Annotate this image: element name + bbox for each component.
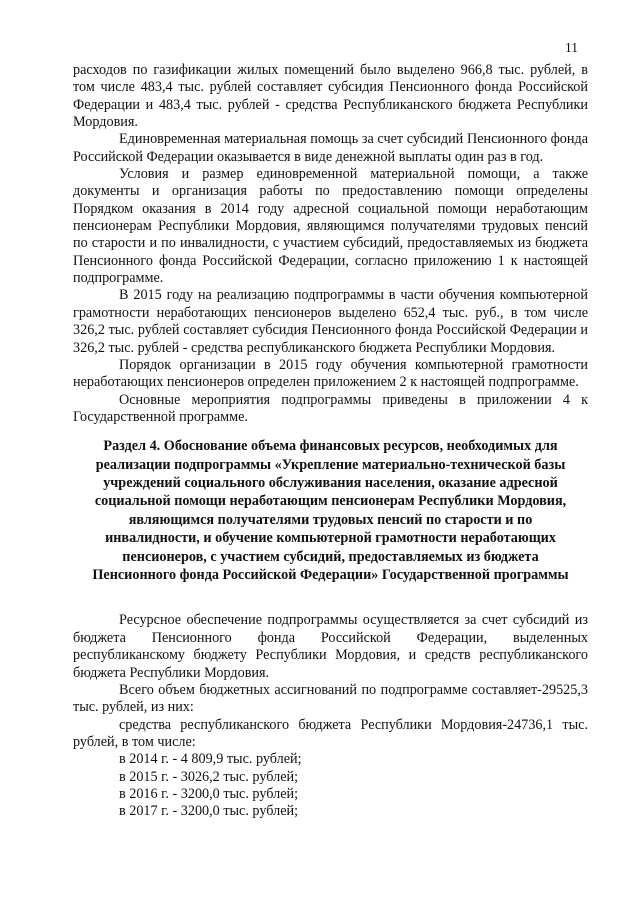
list-item: в 2016 г. - 3200,0 тыс. рублей; <box>119 785 299 802</box>
heading-line: учреждений социального обслуживания населения, оказание адресной <box>103 475 558 492</box>
paragraph-aid-conditions: Условия и размер единовременной материальной помощи, а также документы и организация работы по предоставлению помощи определены Порядком оказания в 2014 году адресной социальной помощи неработающим пенсионерам Республики Мордовия, являющимся получателями трудовых пенсий по старости и по инвалидности, с участием субсидий, предоставляемых из бюджета Пенсионного фонда Российской Федерации, согласно приложению 1 к настоящей подпрограмме. <box>73 166 588 287</box>
spacer <box>73 584 588 612</box>
paragraph-one-time-aid: Единовременная материальная помощь за счет субсидий Пенсионного фонда Российской Федерации оказывается в виде денежной выплаты один раз в год. <box>73 131 588 165</box>
list-item: в 2015 г. - 3026,2 тыс. рублей; <box>119 768 299 785</box>
heading-line: реализации подпрограммы «Укрепление материально-технической базы <box>95 456 566 473</box>
list-item: в 2014 г. - 4 809,9 тыс. рублей; <box>119 751 302 768</box>
paragraph-resource-provision: Ресурсное обеспечение подпрограммы осуществляется за счет субсидий из бюджета Пенсионного фонда Российской Федерации, выделенных республиканскому бюджету Республики Мордовия, и средств республиканского бюджета Республики Мордовия. <box>73 612 588 681</box>
list-item: в 2017 г. - 3200,0 тыс. рублей; <box>119 803 299 820</box>
paragraph-main-activities: Основные мероприятия подпрограммы приведены в приложении 4 к Государственной программе. <box>73 391 588 425</box>
heading-line: пенсионеров, с участием субсидий, предоставляемых из бюджета <box>122 548 539 565</box>
heading-line: социальной помощи неработающим пенсионерам Республики Мордовия, <box>94 493 567 510</box>
paragraph-computer-literacy-funding: В 2015 году на реализацию подпрограммы в части обучения компьютерной грамотности неработающих пенсионеров выделено 652,4 тыс. руб., в том числе 326,2 тыс. рублей составляет субсидия Пенсионного фонда Российской Федерации и 326,2 тыс. рублей - средства республиканского бюджета Республики Мордовия. <box>73 287 588 356</box>
heading-line: являющимся получателями трудовых пенсий по старости и по <box>128 511 533 528</box>
heading-line: Пенсионного фонда Российской Федерации» Государственной программы <box>92 567 569 584</box>
document-body <box>73 62 588 821</box>
paragraph-total-budget: Всего объем бюджетных ассигнований по подпрограмме составляет-29525,3 тыс. рублей, из них: <box>73 681 588 716</box>
paragraph-training-procedure: Порядок организации в 2015 году обучения компьютерной грамотности неработающих пенсионеров определен приложением 2 к настоящей подпрограмме. <box>73 356 588 391</box>
heading-line: инвалидности, и обучение компьютерной грамотности неработающих <box>105 530 556 547</box>
paragraph-republican-budget: средства республиканского бюджета Республики Мордовия-24736,1 тыс. рублей, в том числе: <box>73 716 588 750</box>
section-heading <box>73 437 588 584</box>
paragraph-gasification-expenses: расходов по газификации жилых помещений было выделено 966,8 тыс. рублей, в том числе 483,4 тыс. рублей составляет субсидия Пенсионного фонда Российской Федерации и 483,4 тыс. рублей - средства Республиканского бюджета Республики Мордовия. <box>73 62 588 131</box>
page-number: 11 <box>565 40 578 55</box>
heading-line: Раздел 4. Обоснование объема финансовых ресурсов, необходимых для <box>103 438 558 455</box>
